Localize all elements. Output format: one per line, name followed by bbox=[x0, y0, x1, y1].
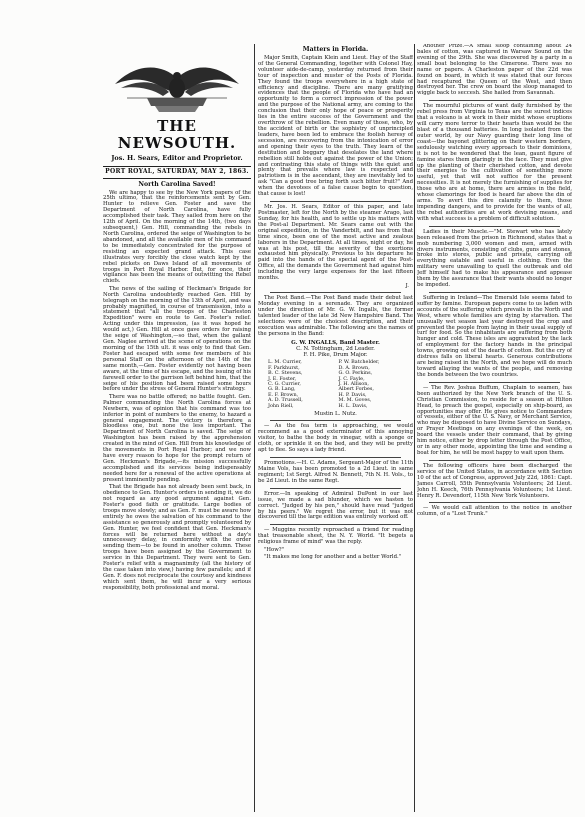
band-member: A. D. Trussell, bbox=[268, 397, 303, 404]
band-member: J. E. Foster, bbox=[268, 375, 297, 382]
news-item: Ladies in their Muscle.—"M. Stewart who has lately been released from the prison in Richmond, states that a mob numbering 3,000 women and men, armed with divers instruments, consisting of clubs, guns and stones, broke into stores, public and private, carrying off everything eatable and useful in clothing. Even the military were unavailing to quell the outbreak and old Jeff himself had to make his appearance and appease them by the assurance that their wants should no longer be impeded. bbox=[417, 228, 572, 289]
promotions-item: Promotions.—H. C. Adams, Sergeant-Major of the 11th Maine Vols, has been promoted to a 2d Lieut. in same regiment; 1st Sergt. Alfred N. Bennett, 7th N. H. Vols., to be 2d Lieut. in the same Regt. bbox=[258, 460, 413, 484]
news-item: The mournful pictures of want daily furnished by the rebel press from Virginia to Texas are the surest indices that a volcano is at work in their midst whose eruptions will carry more terror to their hearts than would be the blast of a thousand batteries. In long isolated from the outer world, by our Navy guarding their long line of coast—the bayonet glittering on their western borders, sedulously watching every approach to their dominions, it is not to be wondered that the lean, gaunt figure of famine stares them glaringly in the face. They must give up the planting of their cherished cotton, and devote their energies to the cultivation of something more useful, yet that will not suffice for the present necessities. It is not merely the furnishing of supplies for those who are at home, there are armies in the field, whose clamorings for food is heard far above the din of arms. To avert this dire calamity to them, those impending dangers, and to provide for the wants of all, the rebel authorities are at work devising means, and with what success is a problem of difficult solution. bbox=[417, 103, 572, 222]
news-item: Another Prize.—A small sloop containing about 24 bales of cotton, was captured in Warsaw Sound on the evening of the 29th. She was discovered by a party in a small boat belonging to the Cimerone. There was no name or papers. A Charleston paper of the 22d was found on board, in which it was stated that our forces had recaptured the Queen of the West, and then destroyed her. The crew on board the sloop managed to wiggle back to seccesh. She hailed from Savannah. bbox=[417, 44, 572, 97]
news-item: The following officers have been discharged the service of the United States, in accordance with Section 10 of the act of Congress, approved July 22d, 1861: Capt. James Carroll, 55th Pennsylvania Volunteers; 2d Lieut. John H. Keech, 76th Pennsylvania Volunteers; 1st Lieut. Henry R. Devendorf, 115th New York Volunteers. bbox=[417, 462, 572, 499]
column-rule bbox=[414, 44, 415, 812]
band-member: John Riell, bbox=[268, 402, 294, 409]
band-member: Albert Forbes, bbox=[338, 386, 374, 393]
divider bbox=[429, 226, 560, 227]
band-member: J. H. Allison, bbox=[338, 381, 369, 387]
band-member: L. M. Currier, bbox=[268, 359, 302, 366]
newspaper-title: THE NEWSOUTH. bbox=[117, 117, 237, 152]
band-member: J. C. Fayle, bbox=[338, 375, 365, 382]
band-member: C. G. Currier, bbox=[268, 381, 301, 387]
divider bbox=[429, 502, 560, 503]
divider bbox=[270, 488, 401, 489]
column-two bbox=[258, 44, 413, 562]
article-paragraph: We are happy to see by the New York papers of the 25th ultimo, that the reinforcements sent by Gen. Hunter to relieve Gen. Foster and save the Department of North Carolina, have fully accomplished their task. They sailed from here on the 12th of April. On the morning of the 14th, (two days subsequent,) Gen. Hill, commanding the rebels in North Carolina, ordered the seige of Washington to be abandoned, and all the available men of his command to be immediately concentrated for the purpose of resisting an expected grand attack. This case illustrates very forcibly the close watch kept by the rebel pickets on Daws Island of all movements of troops in Port Royal Harbor. But, for once, their vigilance has been the means of outwitting the Rebel chiefs. bbox=[103, 189, 251, 285]
news-item: — As the fea term is approaching, we would recommend as a good exterminator of this annoying visitor, to bathe the body in vinegar, with a sponge or cloth, or sprinkle it on the bed, and they will be pretty apt to flee. So says a lady friend. bbox=[258, 423, 413, 454]
band-member: F. Parkhurst, bbox=[268, 364, 300, 371]
news-item: Suffering in Ireland—The Emerald Isle seems fated to suffer by famine. European papers come to us laden with accounts of the suffering which prevails in the North and West, where whole families are dying by starvation. The unusually wet season last year destroyed the crop and prevented the people from laying in their usual supply of turf for food. So the inhabitants are suffering from both hunger and cold. These isles are aggravated by the lack of employment for the factory hands in the principal towns, growing out of the dearth of cotton. But the cry of distress falls on liberal hearts. Generous contributions are being raised in the North, and we hope will do much toward allaying the wants of the people, and removing the bonds between the two countries. bbox=[417, 294, 572, 378]
band-leader: G. W. INGALLS, Band Master. bbox=[291, 339, 380, 346]
divider bbox=[429, 382, 560, 383]
band-member: P. W. Batchelder, bbox=[338, 359, 380, 366]
news-item: — Muggins recently reproached a friend for reading that treasonable sheet, the N. Y. World. "It begets a religious frame of mind" was the reply. bbox=[258, 527, 413, 546]
news-item: — The Rev. Joshua Buffum, Chaplain to seamen, has been authorized by the New York branch of the U. S. Christian Commission, to reside for a season at Hilton Head, to preach the gospel, especially on ship-board, as opportunities may offer. He gives notice to Commanders of vessels, either of the U. S. Navy, or Merchant Service, who may be disposed to have Divine Service on Sundays, or Prayer Meetings on any evenings of the week, on board the vessels under their command, that by giving him notice, either by drop letter through the Post Office, or in any other mode, appointing the time and sending a boat for him, he will be most happy to wait upon them. bbox=[417, 384, 572, 456]
masthead bbox=[103, 54, 251, 179]
band-member: M. M. Goves, bbox=[338, 397, 372, 404]
post-band-item: The Post Band.—The Post Band made their debut last Monday evening in a serenade. They are organized under the direction of Mr. G. W. Ingalls, the former talented leader of the late 3d New Hampshire Band. The selections were of the choicest description, and their execution was admirable. The following are the names of the persons in the Band: bbox=[258, 295, 413, 337]
column-three bbox=[417, 44, 572, 520]
article-paragraph: Major Smith, Captain Klein and Lieut. Hay of the Staff of the General Commanding, together with Colonel Hay, volunteer aide-de-camp, yesterday returned from their tour of inspection and muster of the Posts of Florida. They found the troops everywhere in a high state of efficiency and discipline. There are many gratifying evidences that the people of Florida who have had an opportunity to form a correct impression of the power and the purpose of the National army, are coming to the conclusion that their only hope of peace or prosperity lies in the entire success of the Government and the overthrow of the rebellion. Even many of those, who, by the accident of birth or the sophistry of unprincipled leaders, have been led to embrace the foolish heresy of secession, are recovering from the intoxication of error and opening their eyes to the truth. They learn of the destitution and beggary that desolates the land where rebellion still holds out against the power of the Union; and contrasting this state of things with the quiet and plenty that prevails where law is respected and patriotism is in the ascendant, they are inevitably led to ask "Can a good tree bring forth such bitter fruit?" And when the devotees of a false cause begin to question, that cause is lost! bbox=[258, 54, 413, 198]
divider bbox=[270, 292, 401, 293]
divider bbox=[270, 457, 401, 458]
band-member: G. O. Perkins, bbox=[338, 370, 373, 377]
news-item: "It makes me long for another and a better World." bbox=[264, 554, 402, 561]
band-member-last: Mustin L. Nutz. bbox=[314, 411, 357, 418]
signature-initial: J. bbox=[405, 282, 409, 289]
divider bbox=[270, 201, 401, 202]
band-member: B. C. Stevens, bbox=[268, 370, 303, 377]
column-one bbox=[103, 44, 251, 593]
article-heading: North Carolina Saved! bbox=[138, 180, 216, 188]
personal-item: Mr. Jos. H. Sears, Editor of this paper, and late Postmaster, left for the North by the steamer Arago, last Sunday, for his health, and to settle up his matters with the Post-al Department. Mr. Sears came out with the original expedition, in the Vanderbilt, and has from that time since, been one of the most active and zealous laborers in the Department. At all times, night or day, he was at his post, till the severity of the exertions exhausted him physically. Previous to his departure he paid into the hands of the special agent of the Post-Office, all the demands the Government had against him including the very large expenses for the last fifteen months. bbox=[258, 204, 413, 282]
dateline: PORT ROYAL, SATURDAY, MAY 2, 1863. bbox=[103, 166, 251, 179]
band-member: E. F. Brown, bbox=[268, 391, 299, 398]
article-paragraph: There was no battle offered; no battle fought. Gen. Palmer commanding the North Carolina forces at Newbern, was of opinion that his command was too inferior in point of numbers to the enemy, to hazard a general engagement. The victory is therefore a bloodless one, but none the less important. The Department of North Carolina is saved. The seige of Washington has been raised by the apprehension created in the mind of Gen. Hill from his knowledge of the movements in Port Royal Harbor; and we now have every reason to hope for the prompt return of Gen. Heckman's Brigade,—its mission successfully accomplished and its services being indispensably needed here for a renewal of the active operations at present imminently pending. bbox=[103, 393, 251, 483]
news-item: — We would call attention to the notice in another column, of a "Lost Trunk." bbox=[417, 505, 572, 518]
article-paragraph: That the Brigade has not already been sent back, in obedience to Gen. Hunter's orders in sending it, we do not regard as any good argument against Gen. Foster's good faith or gratitude. Large bodies of troops move slowly; and as Gen. F. must be aware how entirely he owes the salvation of his command to the assistance so generously and promptly volunteered by Gen. Hunter, we feel confident that Gen. Heckman's forces will be returned here without a day's unnecessary delay, in conformity with the order sending them—to be found in another column. These troops have been assigned by the Government to service in this Department. They were sent to Gen. Foster's relief with a magnanimity (all the history of the case taken into view,) having few parallels; and if Gen. F. does not reciprocate the courtesy and kindness which sent them, he will incur a very serious responsibility, both professional and moral. bbox=[103, 484, 251, 591]
news-item: "How?" bbox=[264, 546, 285, 553]
article-paragraph: The news of the sailing of Heckman's Brigade for North Carolina undoubtedly reached Gen. Hill by telegraph on the morning of the 13th of April, and was probably magnified, in course of transmission, into a statement that "all the troops of the Charleston Expedition" were en route to Gen. Foster's relief. Acting under this impression, (as it was hoped he would act,) Gen. Hill at once gave orders for raising the seige of Washington,—so that, when the gallant Gen. Naglee arrived at the scene of operations on the morning of the 15th ult. it was only to find that Gen. Foster had escaped with some few members of his personal Staff on the afternoon of the 14th of the same month,—Gen. Foster evidently not having been aware, at the time of his escape, and the issuing of his farewell order to the garrison left behind him, that the seige of his position had been raised some hours before under the stress of General Hunter's strategy. bbox=[103, 285, 251, 393]
column-rule bbox=[254, 44, 255, 812]
divider bbox=[429, 100, 560, 101]
error-item: Error.—In speaking of Admiral DuPont in our last issue, we made a sad blunder, which we hasten to correct. "Judged by his pen," should have read "judged by his peers." We regret the error, but it was not discovered till the large edition was entirely worked off. bbox=[258, 490, 413, 521]
divider bbox=[270, 524, 401, 525]
article-heading: Matters in Florida. bbox=[302, 46, 369, 53]
band-roster bbox=[258, 360, 413, 409]
band-leader: C. N. Tottingham, 2d Leader. bbox=[296, 345, 375, 352]
divider bbox=[270, 420, 401, 421]
band-member: D. A. Brown, bbox=[338, 364, 370, 371]
band-member: H. L. Davis, bbox=[338, 402, 368, 409]
divider bbox=[429, 460, 560, 461]
eagle-emblem-icon bbox=[107, 54, 247, 116]
band-leader: F. H. Pike, Drum Major. bbox=[303, 352, 368, 359]
divider bbox=[429, 292, 560, 293]
band-leaders bbox=[258, 340, 413, 358]
editor-line: Jos. H. Sears, Editor and Proprietor. bbox=[111, 153, 243, 162]
band-member: G. B. Lang, bbox=[268, 386, 296, 393]
band-member: H. P. Davis, bbox=[338, 391, 367, 398]
